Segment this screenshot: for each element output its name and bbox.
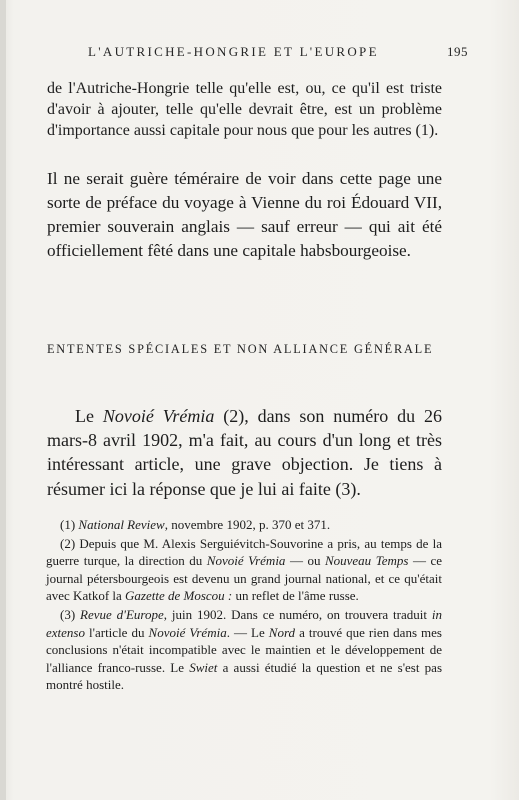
running-title: L'AUTRICHE-HONGRIE ET L'EUROPE — [88, 44, 379, 59]
footnotes — [46, 516, 442, 695]
footnote-3-title-5: Swiet — [189, 659, 218, 675]
page-number: 195 — [447, 44, 468, 59]
footnote-2 — [46, 535, 442, 605]
footnote-3-title-3: Novoié Vrémia — [148, 624, 227, 640]
footnote-3-part-c: l'article du — [84, 624, 149, 640]
footnote-2-part-c: — ce journal pétersbourgeois est devenu un grand journal national, et ce qu'était avec Katkof la — [46, 553, 443, 604]
footnote-3-title-2: in extenso — [46, 606, 442, 640]
footnote-3-part-a: (3) — [60, 606, 81, 622]
paragraph-edouard-vii: Il ne serait guère téméraire de voir dans cette page une sorte de préface du voyage à Vienne du roi Édouard VII, premier souverain anglais — sauf erreur — qui ait été officiellement fêté dans une capitale habsbourgeoise. — [47, 169, 442, 260]
paragraph3-part-a: Le — [75, 406, 103, 426]
footnote-3-part-e: a trouvé que rien dans mes conclusions n'était incompatible avec le maintien et le développement de l'alliance franco-russe. Le — [46, 624, 442, 675]
footnote-2-part-a: (2) Depuis que M. Alexis Serguiévitch-Souvorine a pris, au temps de la guerre turque, la direction du — [46, 535, 442, 569]
footnote-1-title: National Review — [78, 517, 165, 532]
footnote-2-title-2: Nouveau Temps — [324, 553, 409, 569]
running-header — [88, 44, 468, 64]
footnote-3 — [46, 606, 442, 694]
footnote-3-part-f: a aussi étudié la question et ne s'est pas montré hostile. — [46, 659, 443, 693]
footnote-2-part-b: — ou — [285, 553, 325, 569]
footnote-1-number: (1) — [60, 517, 79, 532]
footnote-2-title-1: Novoié Vrémia — [206, 553, 286, 569]
footnote-3-part-d: . — Le — [226, 624, 269, 640]
footnote-2-title-3: Gazette de Moscou : — [125, 588, 233, 604]
paragraph-continuation: de l'Autriche-Hongrie telle qu'elle est, ou, ce qu'il est triste d'avoir à ajouter, telle qu'elle devrait être, est un problème d'importance aussi capitale pour nous que pour les autres (1). — [47, 80, 442, 139]
footnote-2-part-d: un reflet de l'âme russe. — [232, 588, 359, 604]
section-title: ENTENTES SPÉCIALES ET NON ALLIANCE GÉNÉRALE — [47, 342, 434, 356]
footnote-1 — [46, 516, 442, 534]
footnote-3-title-1: Revue d'Europe — [80, 606, 164, 622]
page-gutter-edge — [0, 0, 6, 800]
footnote-3-title-4: Nord — [268, 624, 296, 640]
footnote-3-part-b: , juin 1902. Dans ce numéro, on trouvera traduit — [163, 606, 432, 622]
paragraph3-part-b: (2), dans son numéro du 26 mars-8 avril 1902, m'a fait, au cours d'un long et très intéressant article, une grave objection. Je tiens à résumer ici la réponse que je lui ai faite (3). — [47, 406, 442, 499]
footnote-1-rest: , novembre 1902, p. 370 et 371. — [164, 517, 331, 532]
paragraph-novoie-vremia — [47, 404, 442, 501]
journal-title: Novoié Vrémia — [102, 406, 215, 426]
